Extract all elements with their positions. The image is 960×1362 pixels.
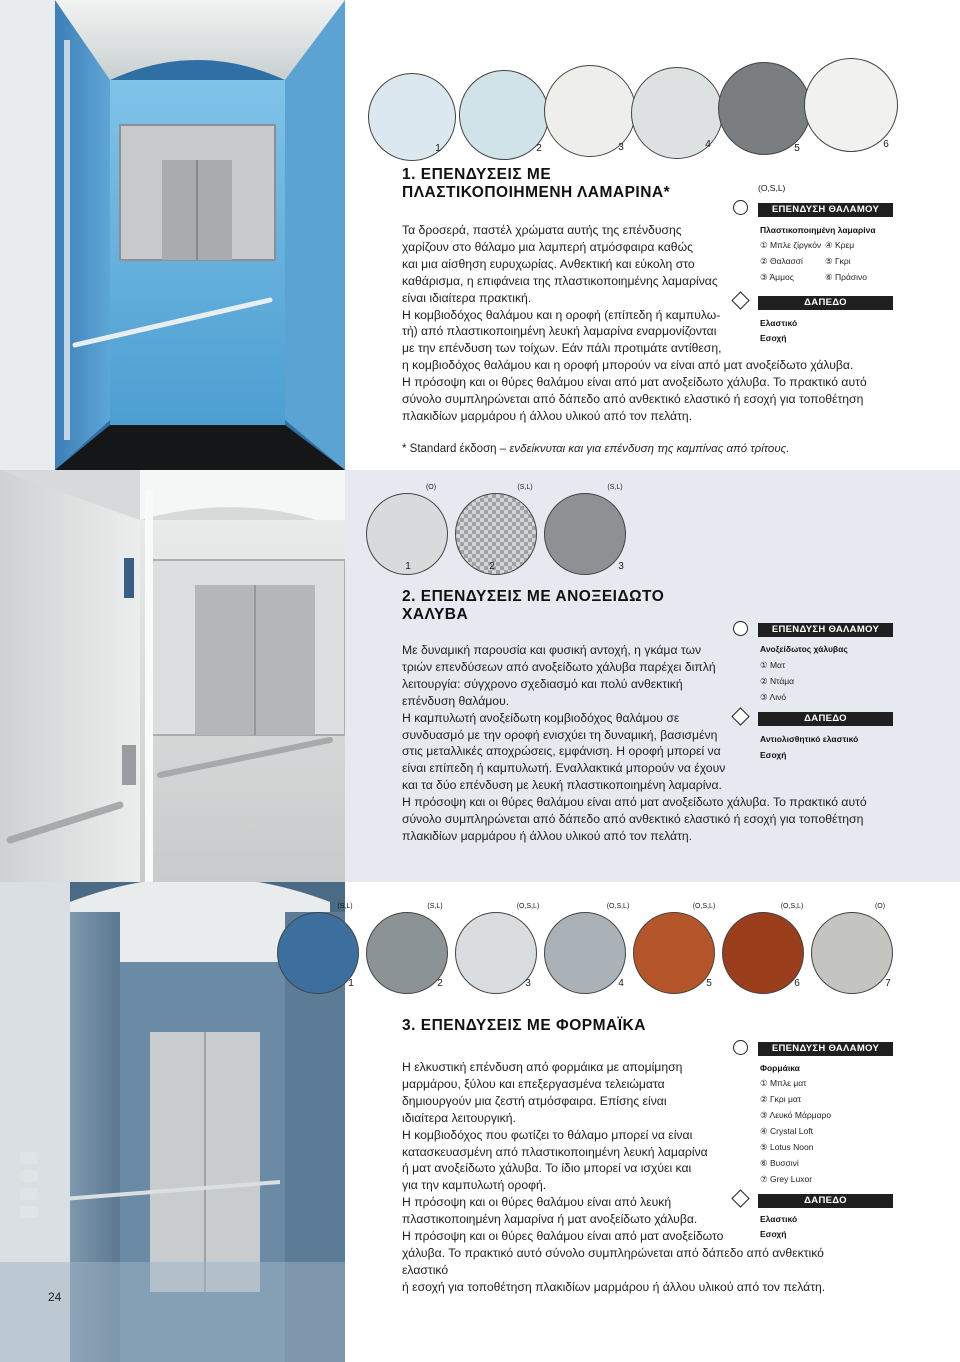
body-line: Η καμπυλωτή ανοξείδωτη κομβιοδόχος θαλάμου σε — [402, 710, 680, 725]
body-line: και μια αίσθηση ευρυχωρίας. Ανθεκτική και εύκολη στο — [402, 256, 695, 271]
floor-bar-label: ΔΑΠΕΔΟ — [804, 713, 847, 724]
section-3-title: 3. ΕΠΕΝΔΥΣΕΙΣ ΜΕ ΦΟΡΜΑΪΚΑ — [402, 1017, 646, 1034]
elevator-photo-blue — [0, 0, 345, 470]
title-line: 2. ΕΠΕΝΔΥΣΕΙΣ ΜΕ ΑΝΟΞΕΙΔΩΤΟ — [402, 588, 665, 605]
title-line: ΧΑΛΥΒΑ — [402, 606, 469, 623]
footnote-prefix: * Standard έκδοση – — [402, 443, 510, 455]
body-line: επένδυση θαλάμου. — [402, 693, 510, 708]
swatch-number: 6 — [794, 978, 800, 989]
swatch-number: 5 — [706, 978, 712, 989]
swatch-number: 3 — [618, 142, 624, 153]
material-item: ② Ντάμα — [760, 676, 795, 686]
footnote — [402, 441, 902, 458]
swatch-number: 4 — [618, 978, 624, 989]
side-tag: (O,S,L) — [758, 183, 786, 193]
swatch-tag: (O,S,L) — [692, 903, 716, 910]
body-line: η κομβιοδόχος θαλάμου και η οροφή μπορούν να είναι από ματ ανοξείδωτο χάλυβα. — [402, 358, 854, 373]
material-item: ① Μπλε ζίργκόν — [760, 240, 822, 250]
body-line: καθάρισμα, η επιφάνεια της πλαστικοποιημένης λαμαρίνας — [402, 273, 718, 288]
cabin-bar-label: ΕΠΕΝΔΥΣΗ ΘΑΛΑΜΟΥ — [771, 624, 880, 635]
material-item: ① Ματ — [760, 660, 786, 670]
body-line: ιδιαίτερα λειτουργική. — [402, 1110, 516, 1125]
swatch-tag: (S,L) — [607, 484, 623, 491]
cabin-circle-icon — [733, 621, 748, 636]
body-line: πλακιδίων μαρμάρου ή άλλου υλικού από τον πελάτη. — [402, 408, 693, 423]
cabin-bar — [758, 1042, 893, 1056]
body-line: είναι επίπεδη ή καμπυλωτή. Εναλλακτικά μπορούν να έχουν — [402, 761, 726, 776]
body-line: πλακιδίων μαρμάρου ή άλλου υλικού από τον πελάτη. — [402, 828, 693, 843]
body-line: με την επένδυση των τοίχων. Εάν πάλι προτιμάτε αντίθεση, — [402, 341, 722, 356]
material-item: ③ Λευκό Μάρμαρο — [760, 1110, 832, 1120]
floor-bar — [758, 1194, 893, 1208]
material-item: ② Γκρι ματ — [760, 1094, 802, 1104]
material-item: ⑥ Βυσσινί — [760, 1158, 799, 1168]
material-item: ③ Λινό — [760, 692, 787, 702]
swatch-number: 5 — [794, 143, 800, 154]
floor-bar — [758, 296, 893, 310]
material-item: ⑥ Πράσινο — [825, 272, 867, 282]
cabin-circle-icon — [733, 200, 748, 215]
material-item: ⑦ Grey Luxor — [760, 1174, 813, 1184]
body-line: και τα δύο επένδυση με λευκή πλαστικοποιημένη λαμαρίνα. — [402, 778, 722, 793]
swatch-number: 2 — [489, 561, 495, 572]
body-line: Η ελκυστική επένδυση από φορμάικα με απομίμηση — [402, 1060, 683, 1074]
swatch-number: 1 — [435, 143, 441, 154]
cabin-bar — [758, 203, 893, 217]
floor-item: Εσοχή — [760, 1229, 787, 1239]
swatch-number: 7 — [885, 978, 891, 989]
swatch-number: 6 — [883, 139, 889, 150]
body-line: για την καμπυλωτή οροφή. — [402, 1178, 547, 1193]
body-line: Η πρόσοψη και οι θύρες θαλάμου είναι από ματ ανοξείδωτο — [402, 1229, 724, 1244]
body-line: στις μεταλλικές αποχρώσεις, εμφάνιση. Η οροφή μπορεί να — [402, 744, 721, 759]
body-line: Η πρόσοψη και οι θύρες θαλάμου είναι από ματ ανοξείδωτο χάλυβα. Το πρακτικό αυτό — [402, 375, 867, 390]
section-2-title — [402, 588, 664, 624]
swatch-tag: (S,L) — [517, 484, 533, 491]
swatch-tag: (S,L) — [337, 903, 353, 910]
floor-item: Εσοχή — [760, 333, 787, 343]
swatch-5 — [718, 62, 811, 155]
floor-bar-label: ΔΑΠΕΔΟ — [804, 1195, 847, 1206]
material-item: ④ Κρεμ — [825, 240, 855, 250]
material-heading: Πλαστικοποιημένη λαμαρίνα — [760, 225, 876, 235]
swatch-number: 2 — [437, 978, 443, 989]
body-line: συνδυασμό με την οροφή ενισχύει τη δυναμική, βασισμένη — [402, 727, 718, 742]
body-line: πλαστικοποιημένη λαμαρίνα ή ματ ανοξείδωτο χάλυβα. — [402, 1212, 698, 1227]
body-line: ή εσοχή για τοποθέτηση πλακιδίων μαρμάρου ή άλλου υλικού από τον πελάτη. — [402, 1279, 826, 1294]
material-item: ③ Άμμος — [760, 272, 794, 282]
body-line: Η κομβιοδόχος θαλάμου και η οροφή (επίπεδη ή καμπυλω- — [402, 307, 721, 322]
swatch-number: 2 — [536, 143, 542, 154]
cabin-bar — [758, 623, 893, 637]
cabin-bar-label: ΕΠΕΝΔΥΣΗ ΘΑΛΑΜΟΥ — [771, 204, 880, 215]
swatch-tag: (O,S,L) — [516, 903, 540, 910]
floor-item: Αντιολισθητικό ελαστικό — [760, 734, 859, 744]
swatch-number: 1 — [405, 561, 411, 572]
swatch-tag: (O) — [874, 903, 886, 910]
floor-item: Ελαστικό — [760, 318, 798, 328]
swatch-number: 4 — [705, 139, 711, 150]
body-line: δημιουργούν μια ζεστή ατμόσφαιρα. Επίσης είναι — [402, 1093, 667, 1108]
body-line: Η κομβιοδόχος που φωτίζει το θάλαμο μπορεί να είναι — [402, 1127, 693, 1142]
swatch-tag: (O,S,L) — [606, 903, 630, 910]
title-line: ΠΛΑΣΤΙΚΟΠΟΙΗΜΕΝΗ ΛΑΜΑΡΙΝΑ* — [402, 184, 671, 201]
body-line: σύνολο συμπληρώνεται από δάπεδο από ανθεκτικό ελαστικό ή εσοχή για τοποθέτηση — [402, 392, 864, 407]
body-line: Η πρόσοψη και οι θύρες θαλάμου είναι από λευκή — [402, 1195, 672, 1210]
body-line: τριών επενδύσεων από ανοξείδωτο χάλυβα παρέχει διπλή — [402, 659, 716, 674]
swatch-tag: (O) — [425, 484, 437, 491]
floor-item: Εσοχή — [760, 750, 787, 760]
swatch-number: 3 — [525, 978, 531, 989]
swatch-number: 3 — [618, 561, 624, 572]
body-line: κατασκευασμένη από πλαστικοποιημένη λευκή λαμαρίνα — [402, 1144, 708, 1159]
body-line: χαρίζουν στο θάλαμο μια λαμπερή ατμόσφαιρα καθώς — [402, 239, 693, 254]
title-line: 1. ΕΠΕΝΔΥΣΕΙΣ ΜΕ — [402, 166, 552, 183]
material-item: ① Μπλε ματ — [760, 1078, 807, 1088]
material-item: ④ Crystal Loft — [760, 1126, 813, 1136]
cabin-circle-icon — [733, 1040, 748, 1055]
body-line: μαρμάρου, ξύλου και επεξεργασμένα τελειώματα — [402, 1076, 665, 1091]
body-line: Τα δροσερά, παστέλ χρώματα αυτής της επένδυσης — [402, 223, 682, 237]
floor-bar — [758, 712, 893, 726]
swatch-tag: (S,L) — [427, 903, 443, 910]
material-item: ② Θαλασσί — [760, 256, 803, 266]
material-item: ⑤ Γκρι — [825, 256, 851, 266]
swatch-number: 1 — [348, 978, 354, 989]
body-line: είναι ιδιαίτερα πρακτική. — [402, 290, 532, 305]
body-line: ή ματ ανοξείδωτο χάλυβα. Το ίδιο μπορεί να ισχύει και — [402, 1161, 692, 1176]
floor-bar-label: ΔΑΠΕΔΟ — [804, 297, 847, 308]
material-heading: Ανοξείδωτος χάλυβας — [760, 644, 848, 654]
material-heading: Φορμάικα — [760, 1063, 800, 1073]
body-line: σύνολο συμπληρώνεται από δάπεδο από ανθεκτικό ελαστικό ή εσοχή για τοποθέτηση — [402, 812, 864, 827]
body-line: λειτουργία: σύγχρονο σχεδιασμό και πολύ ανθεκτική — [402, 676, 683, 691]
page-number: 24 — [48, 1290, 62, 1304]
swatch-tag: (O,S,L) — [780, 903, 804, 910]
material-item: ⑤ Lotus Noon — [760, 1142, 814, 1152]
elevator-photo-steel — [0, 470, 345, 882]
swatch-6 — [804, 58, 898, 152]
body-line: τή) από πλαστικοποιημένη λευκή λαμαρίνα εναρμονίζονται — [402, 324, 717, 339]
body-line: Η πρόσοψη και οι θύρες θαλάμου είναι από ματ ανοξείδωτο χάλυβα. Το πρακτικό αυτό — [402, 795, 867, 810]
floor-item: Ελαστικό — [760, 1214, 798, 1224]
section-1-body — [402, 222, 872, 425]
section-1-title — [402, 166, 670, 202]
body-line: Με δυναμική παρουσία και φυσική αντοχή, η γκάμα των — [402, 643, 702, 657]
cabin-bar-label: ΕΠΕΝΔΥΣΗ ΘΑΛΑΜΟΥ — [771, 1043, 880, 1054]
body-line: χάλυβα. Το πρακτικό αυτό σύνολο συμπληρώνεται από δάπεδο από ανθεκτικό ελαστικό — [402, 1245, 824, 1277]
footnote-italic: ενδείκνυται και για επένδυση της καμπίνας από τρίτους. — [509, 443, 790, 455]
